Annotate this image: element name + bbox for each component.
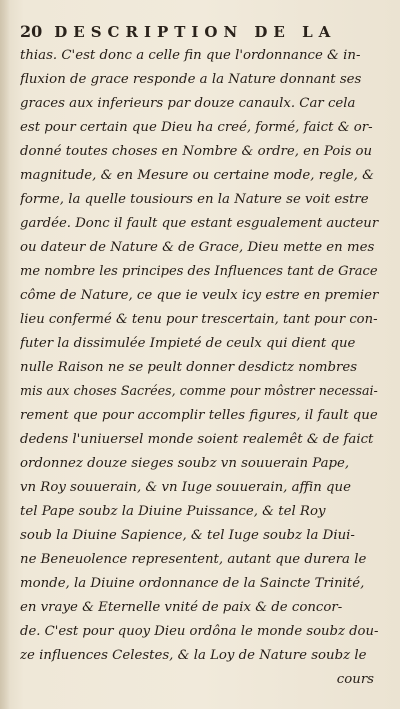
text-line: gardée. Donc il fault que estant esgualement aucteur [20, 216, 379, 231]
text-line: côme de Nature, ce que ie veulx icy estre en premier [20, 288, 379, 303]
text-line: rement que pour accomplir telles figures, il fault que [20, 408, 378, 423]
text-line: est pour certain que Dieu ha creé, formé, faict & or- [20, 120, 373, 135]
text-line: donné toutes choses en Nombre & ordre, en Pois ou [20, 144, 373, 159]
text-line: monde, la Diuine ordonnance de la Saincte Trinité, [20, 576, 365, 591]
text-line: de. C'est pour quoy Dieu ordôna le monde soubz dou- [20, 624, 379, 639]
text-line: mis aux choses Sacrées, comme pour môstrer necessai- [20, 384, 378, 399]
text-line: futer la dissimulée Impieté de ceulx qui dient que [20, 336, 356, 351]
catchword: cours [336, 672, 374, 687]
text-line: soub la Diuine Sapience, & tel Iuge soubz la Diui- [20, 528, 355, 543]
text-line: ne Beneuolence representent, autant que durera le [20, 552, 367, 567]
body-text [20, 44, 382, 692]
page-number: 20 [20, 22, 43, 41]
text-line: ordonnez douze sieges soubz vn souuerain Pape, [20, 456, 350, 471]
text-line: tel Pape soubz la Diuine Puissance, & tel Roy [20, 504, 326, 519]
text-line: lieu confermé & tenu pour trescertain, tant pour con- [20, 312, 378, 327]
text-line: ze influences Celestes, & la Loy de Nature soubz le [20, 648, 367, 663]
text-line: dedens l'uniuersel monde soient realemêt & de faict [20, 432, 374, 447]
text-line: ou dateur de Nature & de Grace, Dieu mette en mes [20, 240, 375, 255]
text-line: me nombre les principes des Influences tant de Grace [20, 264, 378, 279]
text-line: fluxion de grace responde a la Nature donnant ses [20, 72, 362, 87]
text-line: vn Roy souuerain, & vn Iuge souuerain, affin que [20, 480, 351, 495]
text-line: graces aux inferieurs par douze canaulx. Car cela [20, 96, 356, 111]
text-line: forme, la quelle tousiours en la Nature se voit estre [20, 192, 369, 207]
page-gutter-shadow [0, 0, 10, 709]
text-line: magnitude, & en Mesure ou certaine mode, regle, & [20, 168, 374, 183]
text-line: thias. C'est donc a celle fin que l'ordonnance & in- [20, 48, 361, 63]
text-line: nulle Raison ne se peult donner desdictz nombres [20, 360, 358, 375]
text-line: en vraye & Eternelle vnité de paix & de concor- [20, 600, 343, 615]
page-header [20, 22, 370, 41]
running-title: DESCRIPTION DE LA [54, 23, 337, 41]
